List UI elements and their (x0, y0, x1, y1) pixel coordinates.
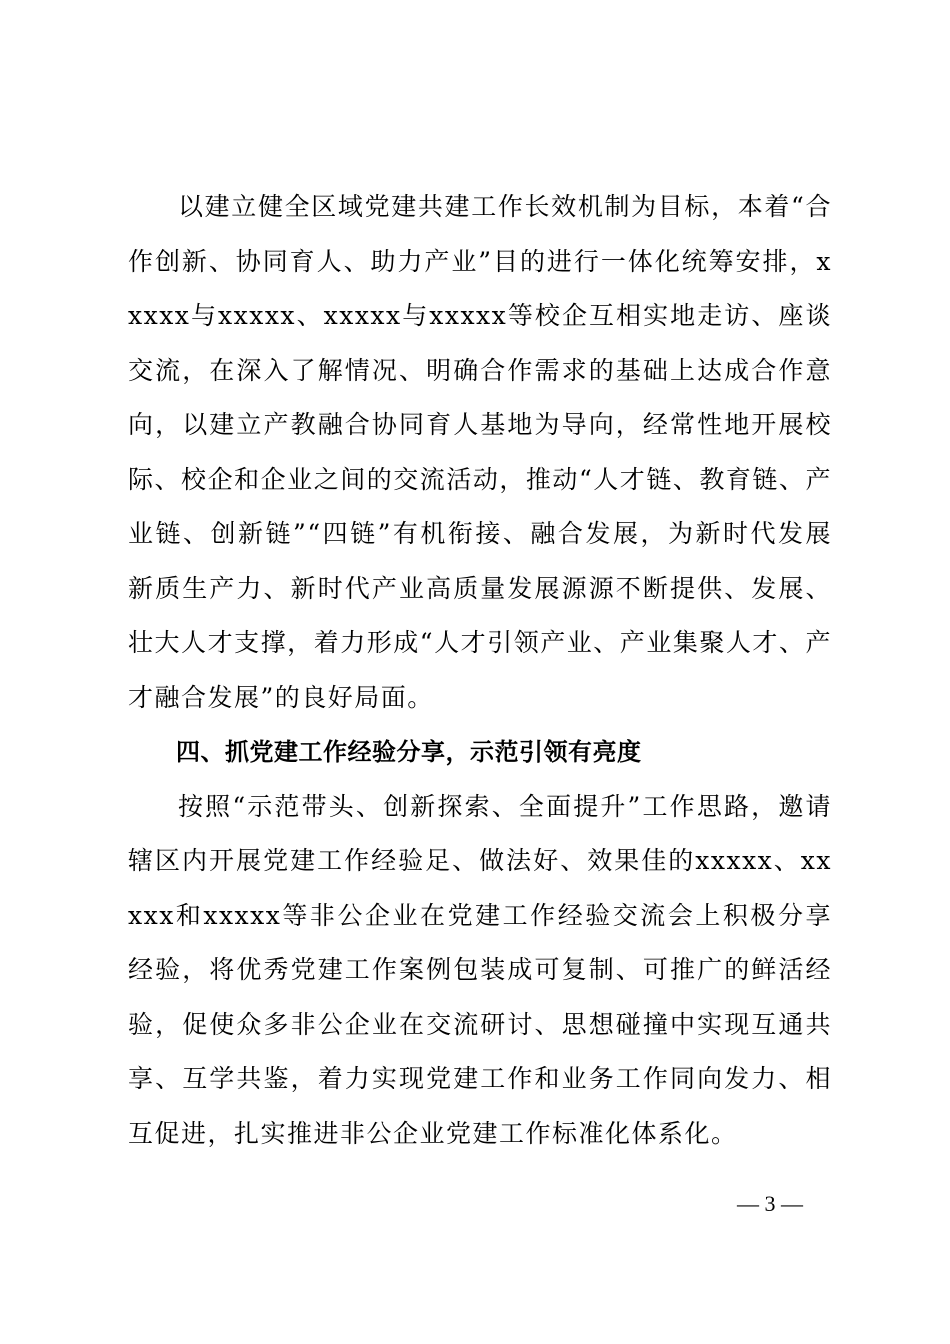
section-heading-4: 四、抓党建工作经验分享，示范引领有亮度 (176, 738, 642, 766)
body-paragraph-1: 以建立健全区域党建共建工作长效机制为目标，本着“合作创新、协同育人、助力产业”目的进行一体化统筹安排，xxxxx与xxxxx、xxxxx与xxxxx等校企互相实地走访、座谈交流，在深入了解情况、明确合作需求的基础上达成合作意向，以建立产教融合协同育人基地为导向，经常性地开展校际、校企和企业之间的交流活动，推动“人才链、教育链、产业链、创新链”“四链”有机衔接、融合发展，为新时代发展新质生产力、新时代产业高质量发展源源不断提供、发展、壮大人才支撑，着力形成“人才引领产业、产业集聚人才、产才融合发展”的良好局面。 (128, 192, 832, 712)
body-paragraph-2: 按照“示范带头、创新探索、全面提升”工作思路，邀请辖区内开展党建工作经验足、做法好、效果佳的xxxxx、xxxxx和xxxxx等非公企业在党建工作经验交流会上积极分享经验，将优秀党建工作案例包装成可复制、可推广的鲜活经验，促使众多非公企业在交流研讨、思想碰撞中实现互通共享、互学共鉴，着力实现党建工作和业务工作同向发力、相互促进，扎实推进非公企业党建工作标准化体系化。 (128, 791, 832, 1148)
document-body (128, 180, 832, 1161)
page-number: — 3 — (737, 1191, 803, 1216)
